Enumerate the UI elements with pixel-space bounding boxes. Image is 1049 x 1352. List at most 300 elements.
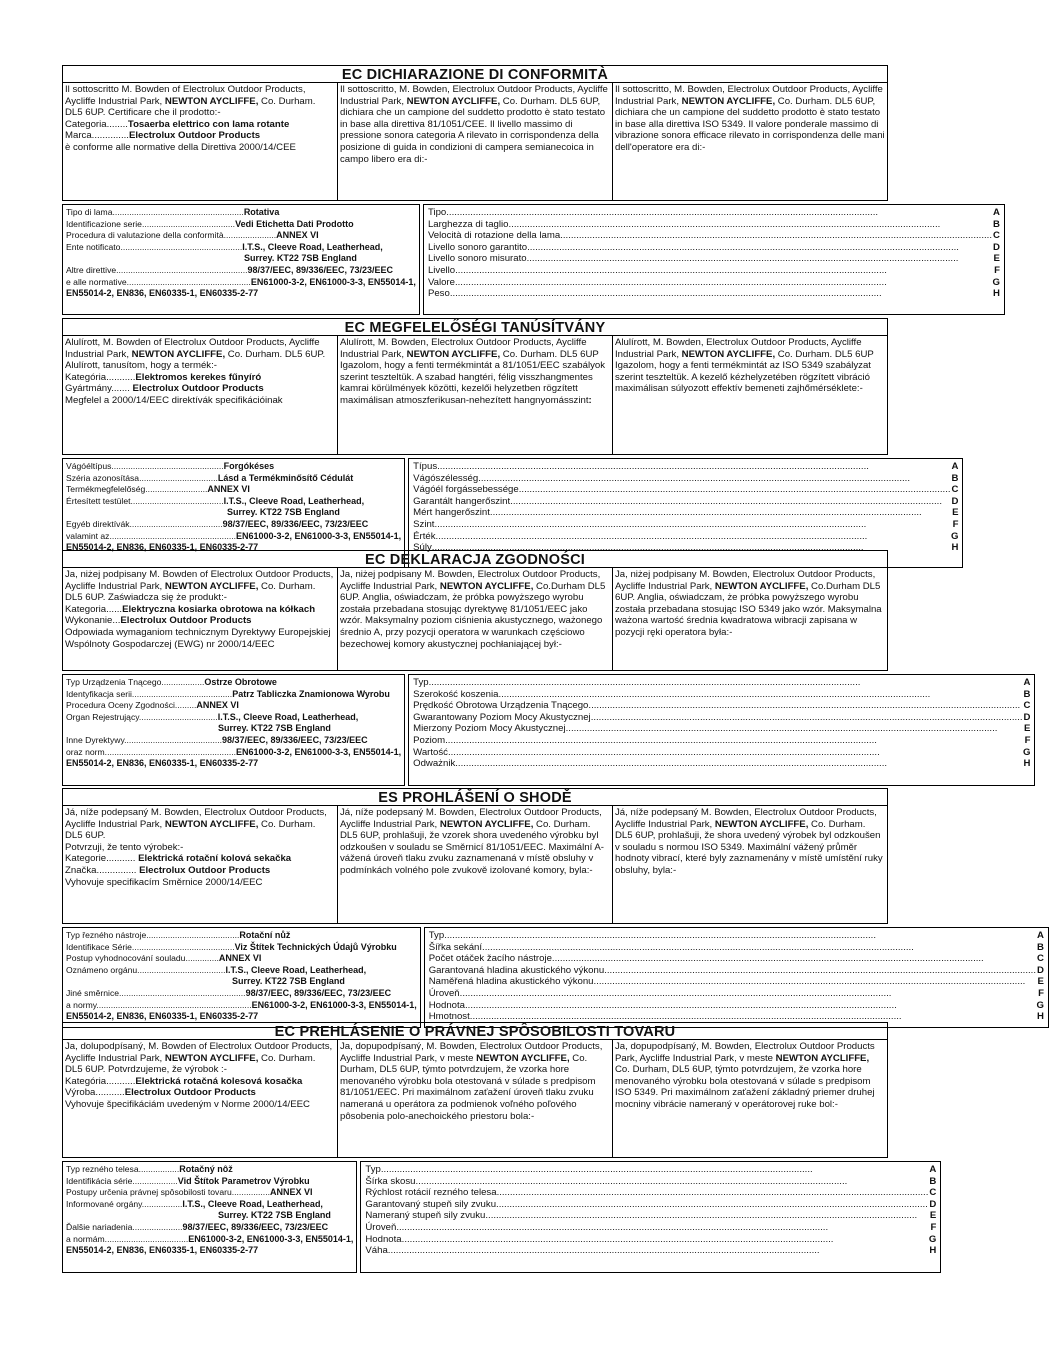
bold-text: Electrolux Outdoor Products [128, 130, 261, 142]
body-text: Co. Durham. DL5 6UP, dichiara che un campione del suddetto prodotto è stato testato in base alla direttiva 81/1051/CEE. Il livello massimo di pressione sonora categoria A rilevato in corrispondenza della posizione di guida in condizioni di campera semianecoica in campo libero era di:- [340, 95, 606, 165]
leader-dots [527, 253, 993, 265]
section-title: EC DICHIARAZIONE DI CONFORMITÀ [62, 65, 888, 83]
body-text: Kategoria...... [65, 603, 123, 615]
spec-label: Organ Rejestrujący................................. [66, 711, 218, 722]
spec-row [66, 519, 401, 531]
legend-label: Vágószélesség [413, 472, 479, 484]
body-text: Co. Durham. DL5 6UP, prohlašuji, že vzorek shora uvedeného výrobku byl odzkoušen v souladu se Směrnicí 81/1051/EEC. Maximální A-vážená úroveň tlaku zvuku zaznamenaná v místě obsluhy v podmínkách volného pole zvukově izolované komory, byla:- [340, 818, 604, 876]
declaration-column-3 [612, 83, 887, 200]
declaration-columns [62, 336, 888, 455]
bold-text: Electrolux Outdoor Products [120, 615, 252, 627]
leader-dots [588, 700, 1022, 712]
spec-row [66, 277, 416, 289]
leader-dots [591, 712, 1023, 724]
legend-label: Typ [365, 1164, 381, 1175]
technical-data [62, 927, 1044, 1028]
leader-dots [560, 230, 992, 242]
legend-row [413, 531, 958, 543]
legend-label: Naměřená hladina akustického výkonu [428, 976, 594, 988]
spec-value: ANNEX VI [269, 1187, 313, 1198]
legend-label: Prędkość Obrotowa Urządzenia Tnącego [413, 700, 589, 712]
legend-row [365, 1234, 936, 1246]
body-text: Il sottoscritto, M. Bowden, Electrolux Outdoor Products, Aycliffe Industrial Park, [615, 84, 883, 107]
spec-label: Egyéb direktívák....................................... [66, 518, 223, 529]
legend-row [428, 277, 1000, 289]
body-text: Ja, niżej podpisany M. Bowden, Electrolux Outdoor Products, Aycliffe Industrial Park, [615, 569, 876, 592]
declaration-column-2 [337, 806, 612, 923]
technical-specifications [62, 674, 405, 786]
legend-row [413, 723, 1030, 735]
legend-key: D [929, 1198, 937, 1210]
technical-specifications [62, 1161, 357, 1273]
legend-row [413, 747, 1030, 759]
spec-row [66, 461, 401, 473]
legend-label: Livello sonoro garantito [427, 241, 528, 253]
spec-row [66, 747, 401, 759]
legend-key: F [994, 264, 1000, 276]
body-text: Já, níže podepsaný M. Bowden, Electrolux Outdoor Products, Aycliffe Industrial Park, [615, 807, 877, 830]
leader-dots [496, 1199, 928, 1211]
spec-value: EN55014-2, EN836, EN60335-1, EN60335-2-77 [66, 1245, 259, 1256]
body-text: Co. Durham. DL5 6UP, dichiara che un campione del suddetto prodotto è stato testato in base alla direttiva ISO 5349. Il valore ponderale massimo di vibrazione sonora efficace rilevato in corrispondenza delle mani dell'operatore era di:- [615, 95, 885, 153]
legend-key: G [951, 530, 959, 542]
legend-key: H [993, 288, 1000, 300]
body-text: Vyhovuje specifikacím Směrnice 2000/14/EEC [65, 876, 263, 888]
bold-text: NEWTON AYCLIFFE, [439, 818, 534, 830]
body-text: Co. Durham. DL5 6UP, prohlašuji, že shora uvedený výrobek byl odzkoušen v souladu s normou ISO 5349. Maximální vážený průměr hodnoty vibrací, které byly zaznamenány v místě umístění ruky obsluhy, byla:- [615, 818, 883, 876]
spec-row [66, 953, 417, 965]
bold-text: : [588, 394, 592, 406]
declaration-column-1 [63, 568, 337, 670]
body-text: Gyártmány....... [65, 383, 130, 395]
spec-value: Patrz Tabliczka Znamionowa Wyrobu [232, 688, 390, 699]
legend-label: Mierzony Poziom Mocy Akustycznej [413, 723, 566, 735]
spec-row [66, 700, 401, 712]
legend-label: Rýchlost rotácií rezného telesa [365, 1187, 497, 1199]
bold-text: NEWTON AYCLIFFE, [681, 95, 776, 107]
legend-label: Larghezza di taglio [427, 218, 509, 230]
spec-value: 98/37/EEC, 89/336/EEC, 73/23/EEC [245, 987, 392, 998]
legend-key: C [1023, 700, 1031, 712]
body-text: Kategória........... [65, 371, 136, 383]
declaration-section [62, 550, 1031, 786]
bold-text: NEWTON AYCLIFFE, [406, 348, 501, 360]
body-text: Já, níže podepsaný M. Bowden, Electrolux Outdoor Products, Aycliffe Industrial Park, [65, 807, 327, 830]
measurement-legend [360, 1161, 941, 1273]
leader-dots [455, 758, 1022, 770]
spec-row [66, 496, 401, 508]
legend-row [413, 496, 958, 508]
spec-label: Altre direttive....................................................... [66, 264, 248, 275]
bold-text: Elektrická rotační kolová sekačka [138, 853, 292, 865]
leader-dots [446, 207, 992, 219]
legend-label: Súly [413, 542, 432, 554]
leader-dots [519, 484, 951, 496]
legend-key: H [1037, 1011, 1044, 1023]
legend-label: Szint [413, 518, 435, 530]
legend-key: G [1022, 746, 1031, 758]
legend-label: Hodnota [365, 1233, 402, 1245]
body-text: Categoria........ [65, 118, 128, 130]
legend-key: H [1023, 758, 1031, 770]
legend-row [413, 473, 958, 485]
spec-value: EN61000-3-2, EN61000-3-3, EN55014-1, [251, 999, 417, 1010]
spec-value: EN55014-2, EN836, EN60335-1, EN60335-2-77 [66, 1011, 259, 1022]
body-text: Co. Durham. DL5 6UP. [65, 818, 316, 842]
bold-text: NEWTON AYCLIFFE, [476, 1052, 570, 1064]
declaration-column-2 [337, 83, 612, 200]
body-text: Co. Durham. DL5 6UP Igazolom, hogy a fenti termékmintát a 81/1051/EEC szabályok szerint teszteltük. A szabad hangtéri, félig visszhangmentes kamrai körülmények közötti, kezelői helyzetben rögzített maximálisan atmoszferikusan-nehezített hangnyomásszint [340, 348, 606, 406]
legend-label: Úroveň [365, 1221, 397, 1233]
legend-row [365, 1164, 936, 1176]
legend-key: G [1036, 999, 1044, 1011]
leader-dots [450, 288, 992, 300]
legend-row [413, 689, 1030, 701]
legend-label: Livello sonoro misurato [427, 253, 527, 265]
section-title: ES PROHLÁŠENÍ O SHODĚ [62, 788, 888, 806]
leader-dots [478, 473, 950, 485]
legend-row [365, 1210, 936, 1222]
body-text: Odpowiada wymaganiom technicznym Dyrektywy Europejskiej Wspólnoty Gospodarczej (EWG) nr 2000/14/EEC [65, 626, 331, 650]
legend-key: D [1023, 711, 1031, 723]
spec-value: 98/37/EEC, 89/336/EEC, 73/23/EEC [222, 518, 369, 529]
spec-value: EN61000-3-2, EN61000-3-3, EN55014-1, [236, 746, 402, 757]
legend-label: Livello [427, 264, 456, 276]
legend-label: Érték [413, 530, 436, 542]
bold-text: NEWTON AYCLIFFE, [775, 1052, 870, 1064]
leader-dots [388, 1245, 929, 1257]
legend-row [413, 461, 958, 473]
declaration-column-2 [337, 1040, 612, 1157]
spec-value: EN61000-3-2, EN61000-3-3, EN55014-1, [236, 530, 402, 541]
declaration-column-1 [63, 336, 337, 454]
legend-label: Valore [427, 276, 455, 288]
leader-dots [455, 277, 992, 289]
spec-label: Inne Dyrektywy......................................... [66, 734, 222, 745]
leader-dots [416, 1176, 929, 1188]
spec-label: a normám................................... [66, 1233, 189, 1244]
spec-row [66, 723, 401, 735]
spec-row [66, 712, 401, 724]
body-text: Co. Durham. DL5 6UP. Potvrdzujeme, že výrobok :- [65, 1052, 316, 1076]
declaration-section [62, 1022, 937, 1273]
spec-label: oraz norm....................................................... [66, 746, 237, 757]
spec-value: I.T.S., Cleeve Road, Leatherhead, [225, 964, 367, 975]
body-text: Co. Durham, DL5 6UP, týmto potvrdzujem, že vzorka hore menovaného výrobku bola otestovaná v súlade s predpisom ISO 5349. Pri maximálnom zaťažení základný priemer druhej mocniny vibrácie nameraný v operátorovej ruke bol:- [615, 1064, 875, 1110]
legend-row [428, 230, 1000, 242]
spec-row [66, 677, 401, 689]
spec-value: EN61000-3-2, EN61000-3-3, EN55014-1, [250, 276, 416, 287]
leader-dots [434, 519, 951, 531]
legend-row [413, 712, 1030, 724]
spec-value: Forgókéses [223, 461, 275, 471]
spec-row [66, 1210, 353, 1222]
leader-dots [436, 531, 950, 543]
legend-label: Váha [365, 1245, 388, 1257]
spec-label: Ente notificato................................................... [66, 241, 243, 252]
spec-label: Tipo di lama....................................................... [66, 207, 244, 217]
legend-key: F [930, 1221, 937, 1233]
legend-key: A [1023, 677, 1031, 688]
body-text: Potvrzuji, že tento výrobek:- [65, 841, 184, 853]
legend-row [365, 1222, 936, 1234]
legend-row [365, 1187, 936, 1199]
leader-dots [460, 988, 1037, 1000]
spec-label: Ďalšie nariadenia..................... [66, 1221, 183, 1232]
spec-label: Typ řezného nástroje....................................... [66, 930, 240, 940]
legend-label: Počet otáček žacího nástroje [428, 953, 552, 965]
section-title: EC MEGFELELŐSÉGI TANÚSÍTVÁNY [62, 318, 888, 336]
leader-dots [497, 1187, 929, 1199]
body-text: Alulírott, M. Bowden of Electrolux Outdoor Products, Aycliffe Industrial Park, [65, 337, 320, 360]
body-text: Alulírott, M. Bowden, Electrolux Outdoor Products, Aycliffe Industrial Park, [615, 337, 862, 360]
bold-text: Elektromos kerekes fűnyíró [135, 371, 262, 383]
legend-key: E [1024, 723, 1031, 735]
spec-value: ANNEX VI [207, 484, 250, 495]
legend-label: Šírka skosu [365, 1175, 416, 1187]
declaration-section [62, 788, 1044, 1028]
legend-key: F [1024, 734, 1031, 746]
legend-row [429, 988, 1044, 1000]
body-text: Wykonanie... [65, 615, 121, 627]
legend-key: C [951, 484, 959, 496]
spec-label: Jiné směrnice..................................................... [66, 987, 246, 998]
legend-key: H [951, 542, 959, 554]
bold-text: Electrolux Outdoor Products [124, 1087, 256, 1099]
spec-row [66, 1199, 353, 1211]
technical-specifications [62, 927, 421, 1028]
legend-row [413, 519, 958, 531]
bold-text: Elektryczna kosiarka obrotowa na kółkach [122, 603, 316, 615]
spec-row [66, 930, 417, 942]
legend-label: Šířka sekání [428, 941, 483, 953]
spec-value: Surrey. KT22 7SB England [227, 507, 340, 518]
spec-row [66, 207, 416, 219]
legend-row [429, 1000, 1044, 1012]
legend-key: A [929, 1164, 937, 1175]
spec-value: 98/37/EEC, 89/336/EEC, 73/23/EEC [247, 264, 394, 275]
body-text: Co. Durham. DL5 6UP. Alulírott, tanusítom, hogy a termék:- [65, 348, 326, 372]
bold-text: NEWTON AYCLIFFE, [439, 580, 534, 592]
spec-label: Postupy určenia právnej spôsobilosti tovaru................ [66, 1187, 270, 1198]
spec-row [66, 1234, 353, 1246]
leader-dots [402, 1234, 928, 1246]
bold-text: NEWTON AYCLIFFE, [164, 818, 259, 830]
legend-label: Gwarantowany Poziom Mocy Akustycznej [413, 711, 591, 723]
body-text: Kategorie........... [65, 853, 139, 865]
legend-label: Typ [413, 677, 429, 688]
spec-value: ANNEX VI [276, 230, 319, 241]
spec-row [66, 1222, 353, 1234]
legend-row [413, 507, 958, 519]
spec-value: 98/37/EEC, 89/336/EEC, 73/23/EEC [222, 734, 368, 745]
body-text: Megfelel a 2000/14/EEC direktívák specifikációinak [65, 394, 283, 406]
legend-label: Hodnota [428, 999, 465, 1011]
spec-row [66, 507, 401, 519]
spec-row [66, 735, 401, 747]
bold-text: NEWTON AYCLIFFE, [681, 348, 776, 360]
legend-row [413, 735, 1030, 747]
legend-label: Garantovaná hladina akustického výkonu [428, 964, 605, 976]
spec-row [66, 758, 401, 770]
declaration-columns [62, 806, 888, 924]
spec-row [66, 230, 416, 242]
technical-data [62, 1161, 937, 1273]
spec-label: valamint az..................................................... [66, 530, 237, 541]
spec-value: ANNEX VI [196, 700, 239, 711]
legend-label: Garantovaný stupeň sily zvuku [365, 1198, 497, 1210]
legend-key: E [1037, 976, 1044, 988]
bold-text: NEWTON AYCLIFFE, [714, 818, 809, 830]
declaration-columns [62, 568, 888, 671]
spec-value: 98/37/EEC, 89/336/EEC, 73/23/EEC [182, 1221, 329, 1232]
legend-row [413, 758, 1030, 770]
legend-row [428, 265, 1000, 277]
bold-text: Electrolux Outdoor Products [139, 864, 271, 876]
spec-label: e alle normative.................................................... [66, 276, 251, 287]
measurement-legend [424, 927, 1049, 1028]
declaration-column-3 [612, 336, 887, 454]
spec-row [66, 965, 417, 977]
spec-label: Termékmegfelelőség.......................... [66, 484, 208, 495]
legend-key: A [951, 461, 959, 472]
body-text: Ja, dopupodpísaný, M. Bowden, Electrolux Outdoor Products Park, Aycliffe Industrial Park, v meste [615, 1041, 875, 1064]
legend-row [429, 1011, 1044, 1023]
legend-label: Mért hangerőszint [413, 507, 490, 519]
bold-text: Elektrická rotačná kolesová kosačka [135, 1075, 303, 1087]
body-text: Vyhovuje špecifikáciám uvedeným v Norme 2000/14/EEC [65, 1098, 310, 1110]
leader-dots [445, 735, 1023, 747]
legend-key: B [929, 1175, 937, 1187]
legend-key: B [993, 218, 1000, 230]
leader-dots [498, 689, 1022, 701]
technical-data [62, 674, 1031, 786]
leader-dots [604, 965, 1036, 977]
body-text: Značka............... [65, 864, 140, 876]
spec-value: EN55014-2, EN836, EN60335-1, EN60335-2-77 [66, 758, 259, 769]
spec-value: Ostrze Obrotowe [204, 677, 277, 687]
body-text: Co.Durham DL5 6UP. Anglia, oświadczam, że próbka powyższego wyrobu została przebadana stosując dyrektywę 81/1051/EEC jako wzór. Maksymalny poziom ciśnienia akustycznego, ważonego średnio A, przy pozycji operatora w warunkach częściowo bezechowej komory akustycznej pochłaniającej był:- [340, 580, 606, 650]
spec-row [66, 531, 401, 543]
spec-row [66, 1000, 417, 1012]
legend-row [428, 242, 1000, 254]
body-text: Il sottoscritto M. Bowden of Electrolux Outdoor Products, Aycliffe Industrial Park, [65, 84, 306, 107]
body-text: Kategória........... [65, 1075, 136, 1087]
legend-key: C [1037, 953, 1044, 965]
spec-label: Procedura di valutazione della conformità...................... [66, 230, 277, 241]
leader-dots [396, 1222, 929, 1234]
leader-dots [508, 219, 992, 231]
legend-key: D [1037, 964, 1044, 976]
spec-value: I.T.S., Cleeve Road, Leatherhead, [182, 1198, 323, 1209]
legend-label: Nameraný stupeň sily zvuku [365, 1210, 486, 1222]
leader-dots [381, 1164, 929, 1176]
legend-row [365, 1199, 936, 1211]
technical-data [62, 204, 1000, 315]
spec-label: Identyfikacja serii.......................................... [66, 688, 233, 699]
legend-row [428, 219, 1000, 231]
spec-value: Rotační nůž [239, 930, 291, 940]
spec-label: a normy................................................................. [66, 999, 252, 1010]
legend-label: Poziom [413, 734, 446, 746]
legend-row [428, 288, 1000, 300]
legend-row [428, 207, 1000, 219]
declaration-column-1 [63, 1040, 337, 1157]
spec-value: Rotačný nôž [179, 1164, 233, 1174]
leader-dots [527, 242, 992, 254]
leader-dots [485, 1210, 929, 1222]
legend-key: E [993, 253, 1000, 265]
body-text: Marca.............. [65, 130, 129, 142]
legend-key: B [1023, 688, 1031, 700]
spec-value: I.T.S., Cleeve Road, Leatherhead, [223, 495, 365, 506]
leader-dots [566, 723, 1023, 735]
declaration-column-1 [63, 83, 337, 200]
legend-label: Hmotnost [428, 1011, 470, 1023]
spec-value: EN61000-3-2, EN61000-3-3, EN55014-1, [188, 1233, 354, 1244]
spec-label: Identificazione serie....................................... [66, 218, 236, 229]
spec-row [66, 942, 417, 954]
spec-value: Surrey. KT22 7SB England [244, 253, 357, 264]
spec-label: Identifikácia série................... [66, 1175, 178, 1186]
spec-value: I.T.S., Cleeve Road, Leatherhead, [242, 241, 383, 252]
spec-row [66, 689, 401, 701]
legend-key: A [1037, 930, 1044, 941]
spec-label: Vágóéltípus............................................... [66, 461, 224, 471]
body-text: Il sottoscritto, M. Bowden, Electrolux Outdoor Products, Aycliffe Industrial Park, [340, 84, 608, 107]
spec-value: I.T.S., Cleeve Road, Leatherhead, [217, 711, 359, 722]
legend-label: Garantált hangerőszint [413, 495, 511, 507]
leader-dots [444, 930, 1036, 942]
body-text: Co. Durham. DL5 6UP. Zaświadcza się że produkt:- [65, 580, 316, 604]
bold-text: NEWTON AYCLIFFE, [714, 580, 809, 592]
spec-value: Surrey. KT22 7SB England [232, 976, 345, 987]
leader-dots [490, 507, 951, 519]
legend-label: Wartość [413, 746, 448, 758]
body-text: Ja, dolupodpísaný, M. Bowden of Electrolux Outdoor Products, Aycliffe Industrial Park, [65, 1041, 333, 1064]
legend-row [429, 953, 1044, 965]
spec-row [66, 976, 417, 988]
legend-row [428, 253, 1000, 265]
legend-key: F [952, 518, 959, 530]
spec-row [66, 1011, 417, 1023]
spec-row [66, 253, 416, 265]
spec-row [66, 1245, 353, 1257]
spec-value: Vedi Etichetta Dati Prodotto [235, 218, 354, 229]
legend-key: G [992, 276, 1000, 288]
body-text: Co.Durham DL5 6UP. Anglia, oświadczam, że próbka powyższego wyrobu została przebadana stosując ISO 5349 jako wzór. Maksymalna ważona wartość średnia kwadratowa wibracji zapisana w pozycji ręki operatora była:- [615, 580, 882, 638]
measurement-legend [423, 204, 1005, 315]
spec-label: Typ Urządzenia Tnącego.................. [66, 677, 205, 687]
leader-dots [510, 496, 950, 508]
body-text: è conforme alle normative della Direttiva 2000/14/CEE [65, 141, 296, 153]
spec-value: EN55014-2, EN836, EN60335-1, EN60335-2-77 [66, 288, 259, 299]
bold-text: NEWTON AYCLIFFE, [406, 95, 501, 107]
legend-label: Vágóél forgássebessége [413, 484, 519, 496]
spec-value: Viz Štítek Technických Údajů Výrobku [234, 941, 397, 952]
leader-dots [594, 976, 1037, 988]
bold-text: NEWTON AYCLIFFE, [164, 580, 259, 592]
spec-value: ANNEX VI [218, 953, 262, 964]
spec-label: Informované orgány................. [66, 1198, 183, 1209]
legend-key: E [952, 507, 959, 519]
spec-row [66, 288, 416, 300]
body-text: Ja, dopupodpísaný, M. Bowden, Electrolux Outdoor Products, Aycliffe Industrial Park, v meste [340, 1041, 603, 1064]
body-text: Ja, niżej podpisany M. Bowden, Electrolux Outdoor Products, Aycliffe Industrial Park, [340, 569, 601, 592]
leader-dots [429, 677, 1023, 689]
spec-label: Identifikace Série........................................... [66, 941, 235, 952]
spec-value: Surrey. KT22 7SB England [218, 1210, 331, 1221]
